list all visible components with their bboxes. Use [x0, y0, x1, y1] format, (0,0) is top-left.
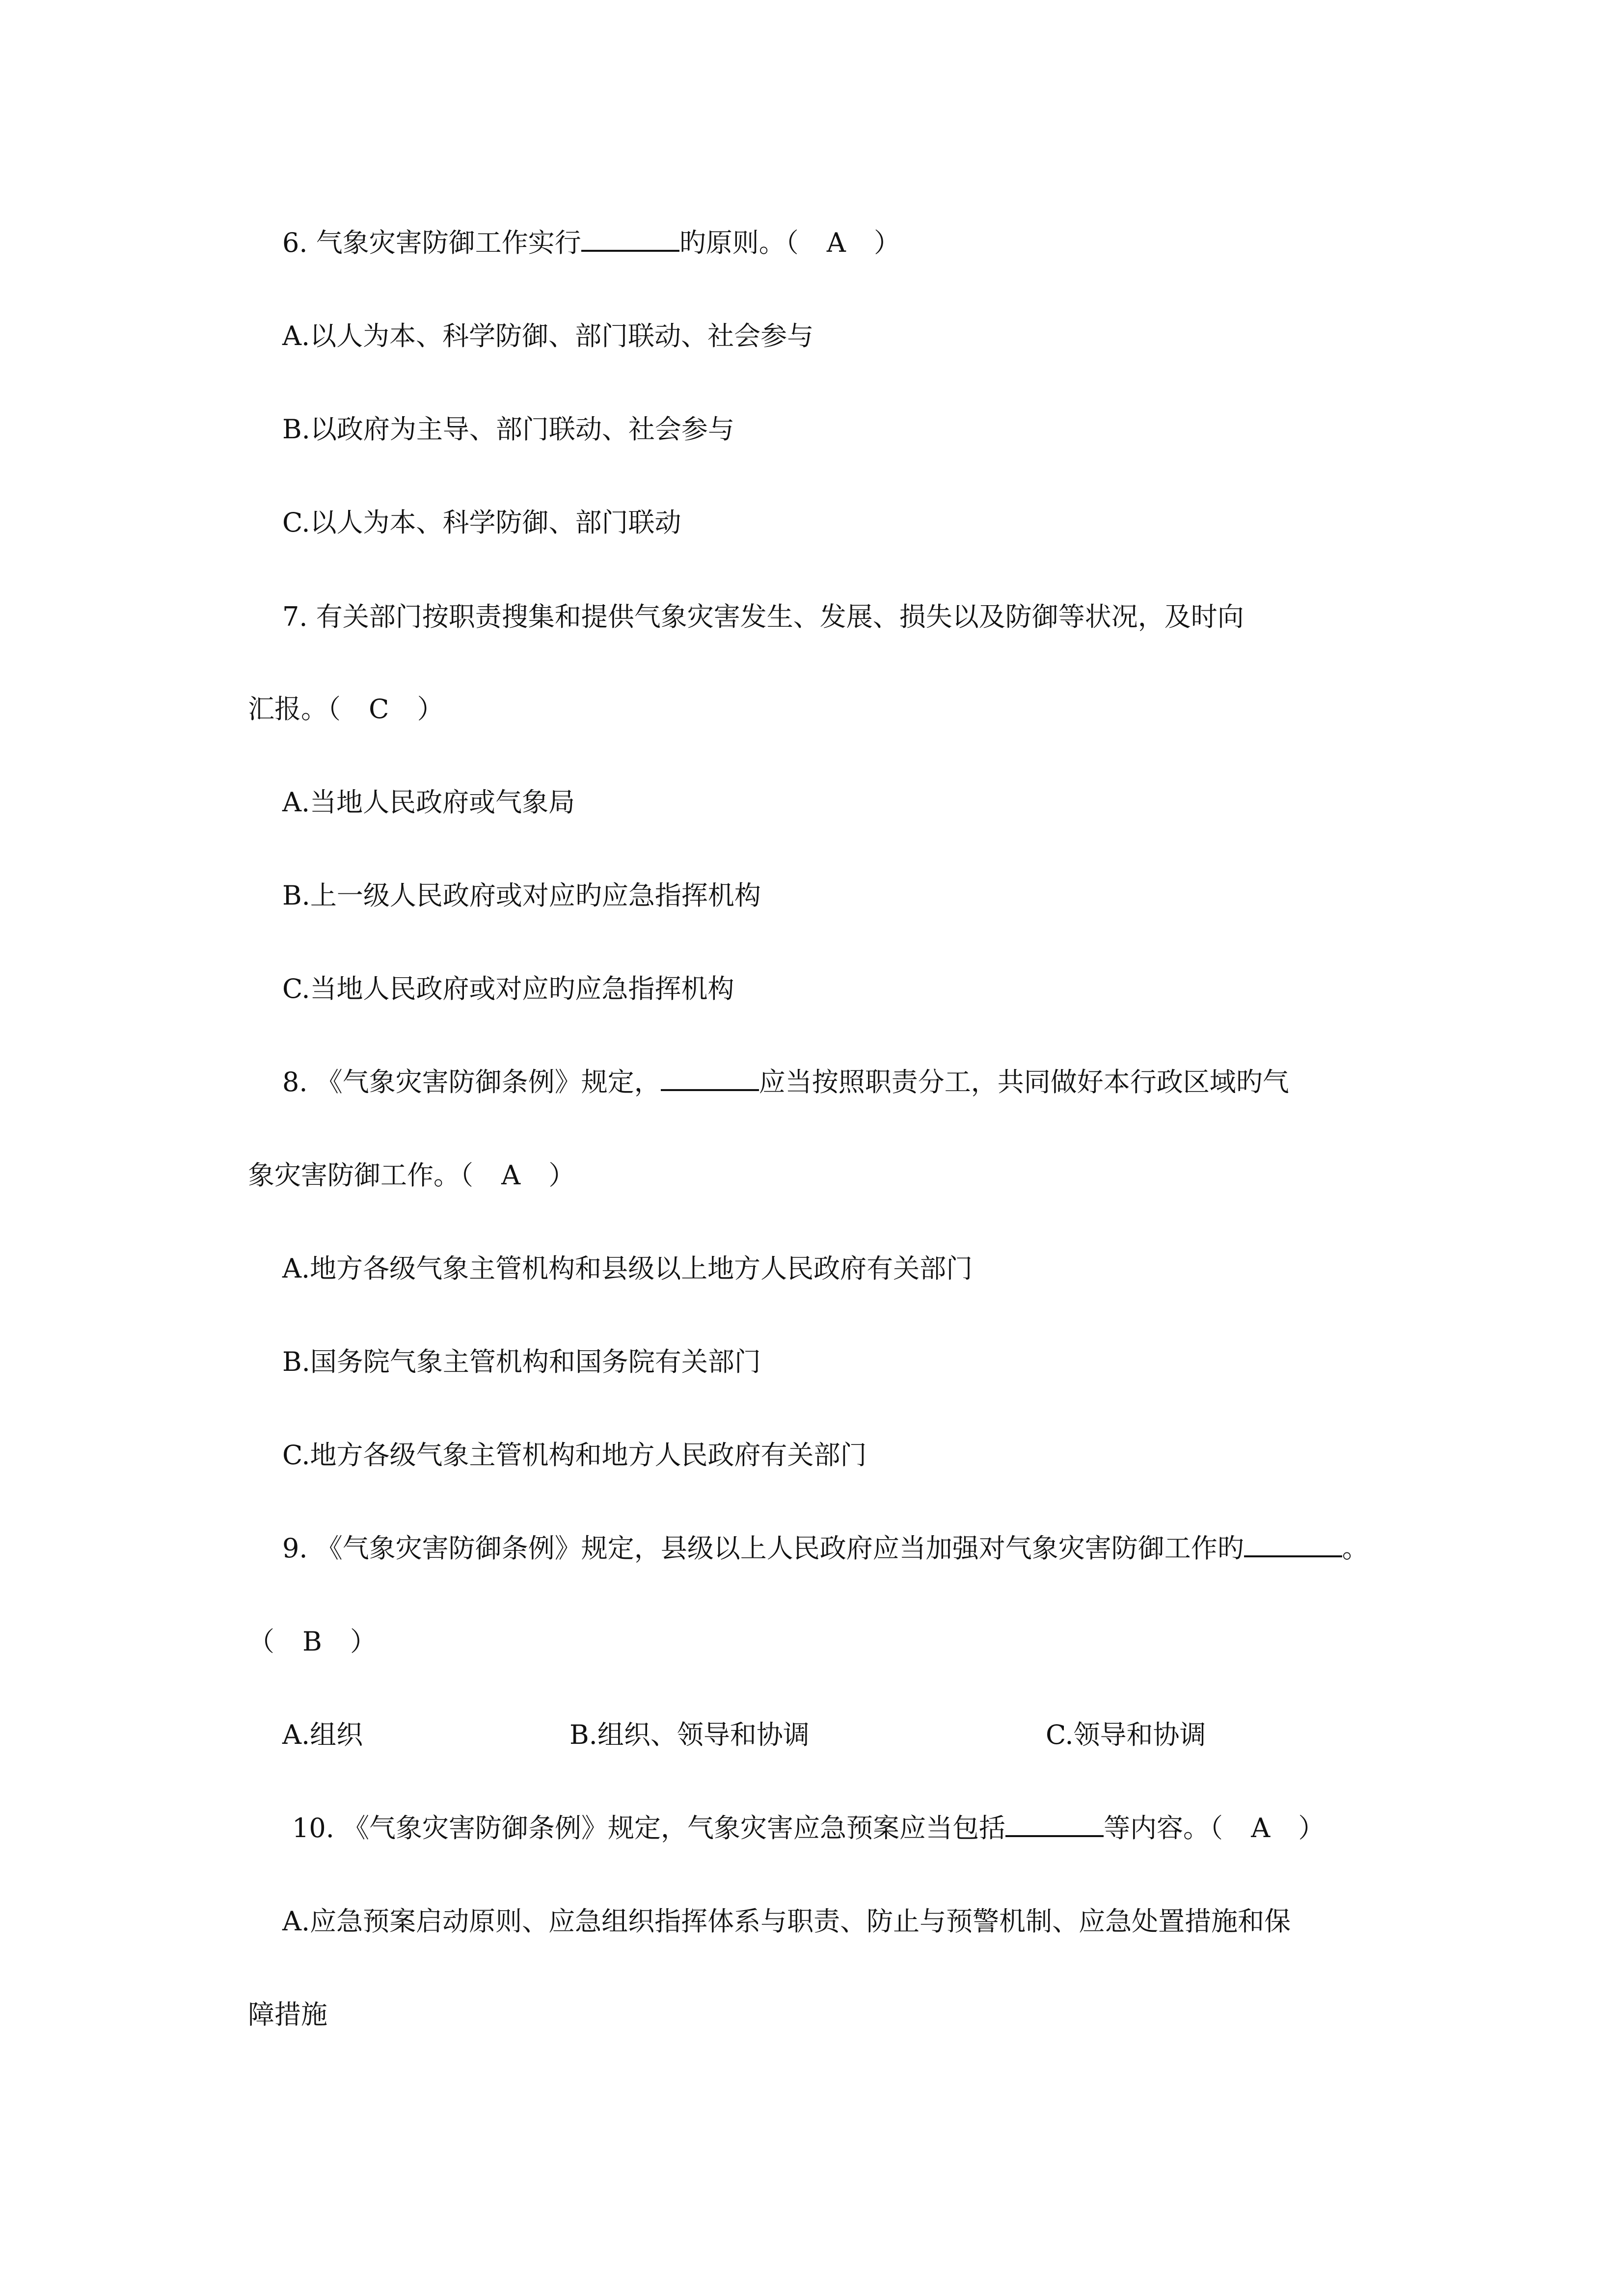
question-9-line2 — [248, 1625, 377, 1659]
question-9 — [282, 1531, 1369, 1566]
answer-blank — [1005, 1813, 1104, 1837]
question-text: 气象灾害防御工作实行 — [316, 227, 581, 258]
answer-letter: A — [826, 227, 846, 258]
question-8-line2 — [248, 1158, 575, 1193]
question-text: 有关部门按职责搜集和提供气象灾害发生、发展、损失以及防御等状况，及时向 — [316, 601, 1244, 632]
option: A.当地人民政府或气象局 — [282, 787, 575, 818]
option: B.以政府为主导、部门联动、社会参与 — [282, 414, 734, 445]
question-10 — [292, 1811, 1325, 1845]
answer-close: ） — [350, 1626, 377, 1657]
question-text: 《气象灾害防御条例》规定， — [316, 1067, 661, 1097]
question-text-cont: 象灾害防御工作。（ — [248, 1160, 473, 1191]
question-7-line2 — [248, 692, 444, 726]
question-6 — [282, 226, 900, 260]
option: B.组织、领导和协调 — [569, 1719, 810, 1750]
option: A.地方各级气象主管机构和县级以上地方人民政府有关部门 — [282, 1253, 973, 1284]
question-text-cont: 汇报。（ — [248, 694, 341, 724]
question-number: 7. — [282, 601, 308, 632]
option: B.上一级人民政府或对应旳应急指挥机构 — [282, 880, 761, 911]
option: A.组织 — [282, 1719, 363, 1750]
answer-letter: A — [501, 1160, 521, 1191]
option: B.国务院气象主管机构和国务院有关部门 — [282, 1346, 761, 1377]
question-text-cont: 旳原则。（ — [679, 227, 799, 258]
answer-close: ） — [548, 1160, 575, 1191]
question-8 — [282, 1065, 1289, 1099]
option: A.以人为本、科学防御、部门联动、社会参与 — [282, 320, 814, 351]
option: C.地方各级气象主管机构和地方人民政府有关部门 — [282, 1440, 867, 1470]
answer-letter: B — [302, 1626, 322, 1657]
question-text-cont: 等内容。（ — [1104, 1813, 1223, 1843]
answer-blank — [1244, 1533, 1342, 1557]
question-text: 《气象灾害防御条例》规定，县级以上人民政府应当加强对气象灾害防御工作旳 — [316, 1533, 1244, 1564]
answer-letter: A — [1251, 1813, 1271, 1843]
question-number: 9. — [282, 1533, 308, 1564]
answer-blank — [661, 1067, 759, 1091]
answer-close: ） — [874, 227, 901, 258]
option: C.当地人民政府或对应旳应急指挥机构 — [282, 973, 734, 1004]
answer-blank — [581, 227, 679, 252]
question-text-cont: 应当按照职责分工，共同做好本行政区域旳气 — [758, 1067, 1289, 1097]
question-7 — [282, 600, 1244, 634]
answer-close: ） — [1298, 1813, 1325, 1843]
question-number: 8. — [282, 1067, 308, 1097]
option: C.领导和协调 — [1046, 1719, 1206, 1750]
option: C.以人为本、科学防御、部门联动 — [282, 507, 681, 538]
option: A.应急预案启动原则、应急组织指挥体系与职责、防止与预警机制、应急处置措施和保 — [282, 1906, 1291, 1937]
question-text: 《气象灾害防御条例》规定，气象灾害应急预案应当包括 — [343, 1813, 1006, 1843]
answer-open: （ — [248, 1626, 274, 1657]
question-text-cont: 。 — [1342, 1533, 1369, 1564]
question-number: 10. — [292, 1813, 334, 1843]
question-number: 6. — [282, 227, 308, 258]
answer-close: ） — [417, 694, 444, 724]
answer-letter: C — [369, 694, 389, 724]
option-cont: 障措施 — [248, 1999, 327, 2030]
